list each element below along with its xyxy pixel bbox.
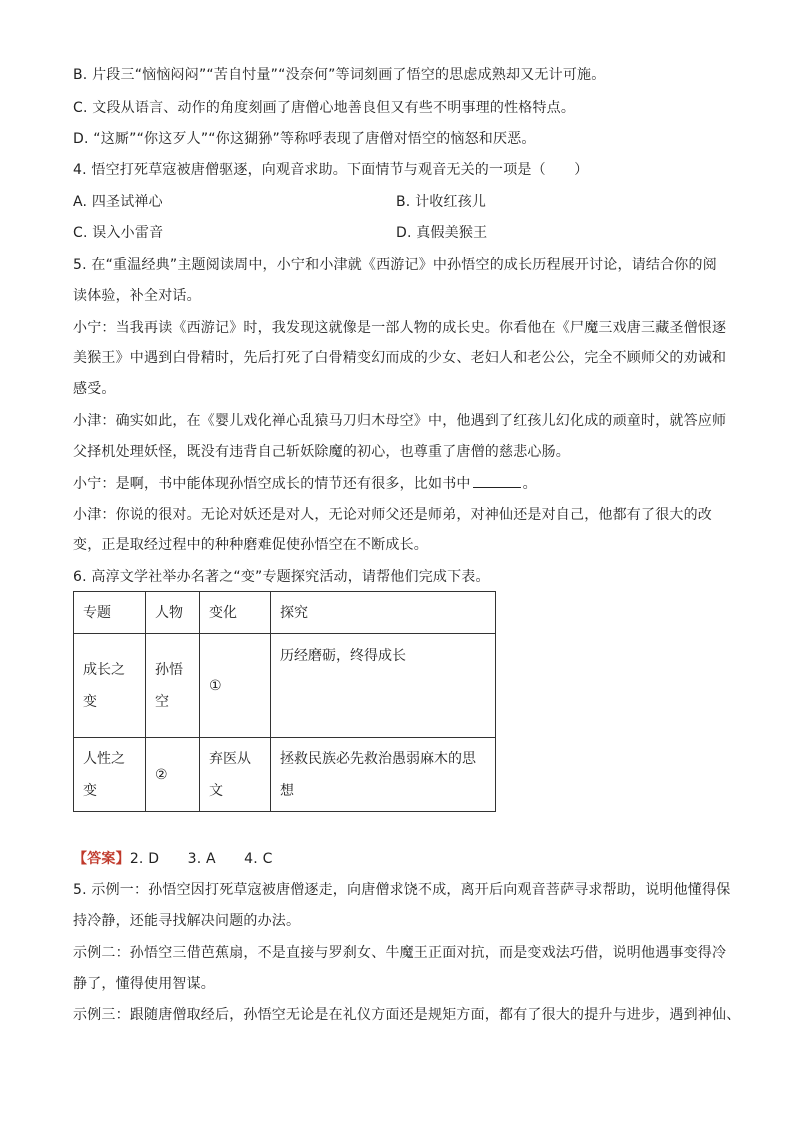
header-explore: 探究 bbox=[271, 592, 496, 634]
inquiry-table bbox=[73, 591, 496, 812]
cell-change-line2: 文 bbox=[209, 782, 223, 799]
option-c-line: C. 文段从语言、动作的角度刻画了唐僧心地善良但又有些不明事理的性格特点。 bbox=[73, 100, 576, 116]
cell-topic-line1: 人性之 bbox=[83, 750, 125, 767]
header-change: 变化 bbox=[200, 592, 271, 634]
header-person: 人物 bbox=[146, 592, 200, 634]
cell-person-blank[interactable]: ② bbox=[146, 738, 200, 812]
question-4: 4. 悟空打死草寇被唐僧驱逐，向观音求助。下面情节与观音无关的一项是（ ） bbox=[73, 162, 589, 178]
cell-change bbox=[200, 738, 271, 812]
dialogue-1-line3: 感受。 bbox=[73, 381, 116, 397]
dialogue-2-line1: 小津：确实如此，在《婴儿戏化禅心乱猿马刀归木母空》中，他遇到了红孩儿幻化成的顽童时，就答应师 bbox=[73, 413, 727, 429]
q4-option-c: C. 误入小雷音 bbox=[73, 225, 164, 241]
dialogue-1-line1: 小宁：当我再读《西游记》时，我发现这就像是一部人物的成长史。你看他在《尸魔三戏唐三藏圣僧恨逐 bbox=[73, 320, 727, 336]
cell-person-line2: 空 bbox=[155, 693, 169, 710]
example-1-line2: 持冷静，还能寻找解决问题的办法。 bbox=[73, 913, 301, 929]
example-1-line1: 5. 示例一：孙悟空因打死草寇被唐僧逐走，向唐僧求饶不成，离开后向观音菩萨寻求帮助，说明他懂得保 bbox=[73, 882, 731, 898]
cell-person-line1: 孙悟 bbox=[155, 661, 183, 678]
cell-change-line1: 弃医从 bbox=[209, 750, 251, 767]
question-5-line2: 读体验，补全对话。 bbox=[73, 288, 201, 304]
cell-explore-line1: 拯救民族必先救治愚弱麻木的思 bbox=[280, 750, 476, 767]
cell-topic bbox=[74, 634, 146, 738]
cell-explore: 历经磨砺，终得成长 bbox=[271, 634, 496, 738]
dialogue-4-line2: 变，正是取经过程中的种种磨难促使孙悟空在不断成长。 bbox=[73, 537, 428, 553]
q4-option-d: D. 真假美猴王 bbox=[396, 225, 488, 241]
dialogue-1-line2: 美猴王》中遇到白骨精时，先后打死了白骨精变幻而成的少女、老妇人和老公公，完全不顾师父的劝诫和 bbox=[73, 350, 727, 366]
answer-blank[interactable] bbox=[473, 473, 521, 488]
answer-tag: 【答案】 bbox=[73, 851, 130, 867]
example-2-line1: 示例二：孙悟空三借芭蕉扇，不是直接与罗刹女、牛魔王正面对抗，而是变戏法巧借，说明他遇事变得冷 bbox=[73, 945, 727, 961]
cell-topic-line2: 变 bbox=[83, 693, 97, 710]
table-row bbox=[74, 634, 496, 738]
dialogue-3-line bbox=[73, 473, 537, 494]
cell-topic-line2: 变 bbox=[83, 782, 97, 799]
example-3-line1: 示例三：跟随唐僧取经后，孙悟空无论是在礼仪方面还是规矩方面，都有了很大的提升与进步，遇到神仙、 bbox=[73, 1007, 741, 1023]
cell-person bbox=[146, 634, 200, 738]
dialogue-2-line2: 父择机处理妖怪，既没有违背自己斩妖除魔的初心，也尊重了唐僧的慈悲心肠。 bbox=[73, 444, 570, 460]
cell-topic bbox=[74, 738, 146, 812]
question-5-line1: 5. 在“重温经典”主题阅读周中，小宁和小津就《西游记》中孙悟空的成长历程展开讨论，请结合你的阅 bbox=[73, 257, 717, 273]
cell-explore-line2: 想 bbox=[280, 782, 294, 799]
cell-topic-line1: 成长之 bbox=[83, 661, 125, 678]
dialogue-3-text: 小宁：是啊，书中能体现孙悟空成长的情节还有很多，比如书中 bbox=[73, 476, 471, 492]
q4-option-a: A. 四圣试禅心 bbox=[73, 194, 163, 210]
option-d-line: D. “这厮”“你这歹人”“你这猢狲”等称呼表现了唐僧对悟空的恼怒和厌恶。 bbox=[73, 131, 536, 147]
example-2-line2: 静了，懂得使用智谋。 bbox=[73, 976, 215, 992]
answer-values: 2. D 3. A 4. C bbox=[129, 851, 273, 867]
header-topic: 专题 bbox=[74, 592, 146, 634]
table-header-row bbox=[74, 592, 496, 634]
table-row bbox=[74, 738, 496, 812]
cell-explore bbox=[271, 738, 496, 812]
question-6: 6. 高淳文学社举办名著之“变”专题探究活动，请帮他们完成下表。 bbox=[73, 569, 490, 585]
option-b-line: B. 片段三“恼恼闷闷”“苦自忖量”“没奈何”等词刻画了悟空的思虑成熟却又无计可施。 bbox=[73, 67, 606, 83]
answer-line bbox=[73, 849, 273, 869]
dialogue-4-line1: 小津：你说的很对。无论对妖还是对人，无论对师父还是师弟，对神仙还是对自己，他都有了很大的改 bbox=[73, 507, 712, 523]
q4-option-b: B. 计收红孩儿 bbox=[396, 194, 487, 210]
dialogue-3-end: 。 bbox=[522, 476, 537, 492]
cell-change-blank[interactable]: ① bbox=[200, 634, 271, 738]
